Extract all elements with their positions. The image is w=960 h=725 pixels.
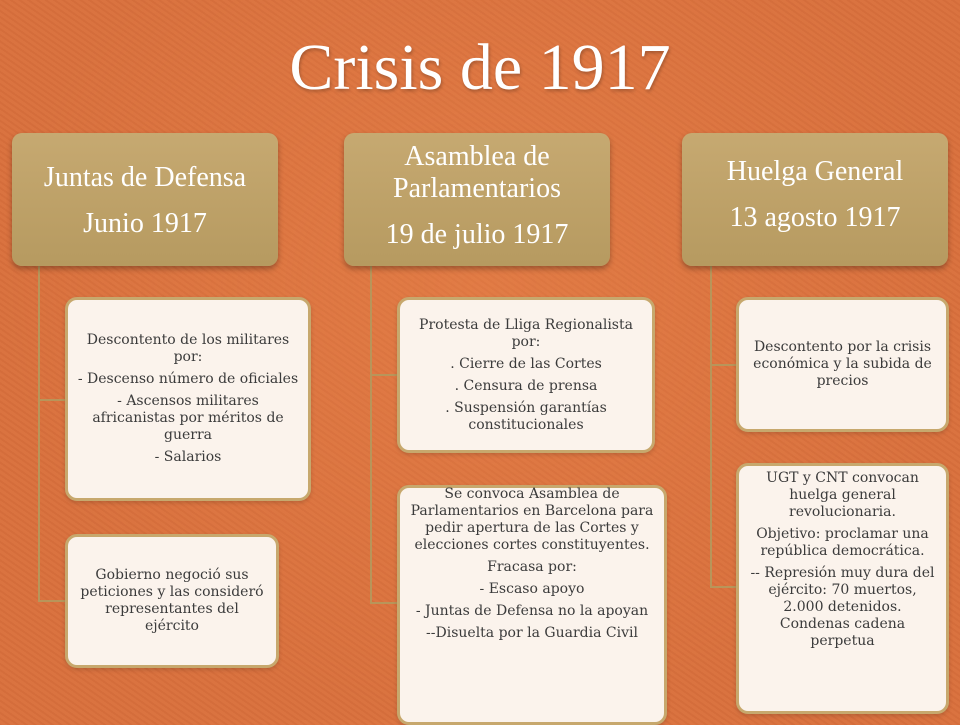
box-protesta-lliga <box>397 297 655 453</box>
header-juntas-de-defensa <box>12 133 278 266</box>
box-text: --Disuelta por la Guardia Civil <box>426 625 638 641</box>
box-text: - Descenso número de oficiales <box>77 371 299 387</box>
box-gobierno-negocio <box>65 534 279 668</box>
box-text: - Escaso apoyo <box>479 581 585 597</box>
box-text: . Censura de prensa <box>454 377 598 394</box>
header-title: Asamblea de <box>404 141 550 172</box>
header-date: 19 de julio 1917 <box>385 219 569 250</box>
box-text: . Suspensión garantías constitucionales <box>445 399 607 433</box>
connector-line <box>38 399 68 401</box>
box-text: Protesta de Lliga Regionalista por: <box>419 316 633 350</box>
box-text: . Cierre de las Cortes <box>450 355 602 372</box>
box-text: - Juntas de Defensa no la apoyan <box>415 603 649 619</box>
box-text: UGT y CNT convocan huelga general revolucionaria. <box>766 470 919 520</box>
box-text: -- Represión muy dura del ejército: 70 muertos, 2.000 detenidos. Condenas cadena perpetua <box>750 565 935 649</box>
header-date: 13 agosto 1917 <box>729 202 901 233</box>
connector-line <box>38 266 40 602</box>
box-text: Objetivo: proclamar una república democrática. <box>756 526 929 559</box>
box-descontento-militares <box>65 297 311 501</box>
header-huelga-general <box>682 133 948 266</box>
box-descontento-crisis <box>736 297 949 432</box>
box-text: Se convoca Asamblea de Parlamentarios en Barcelona para pedir apertura de las Cortes y elecciones cortes constituyentes. <box>410 486 654 553</box>
connector-line <box>370 374 400 376</box>
connector-line <box>710 266 712 588</box>
box-text: Descontento por la crisis económica y la subida de precios <box>753 339 932 389</box>
header-title: Juntas de Defensa <box>43 162 247 193</box>
header-date: Junio 1917 <box>83 208 207 239</box>
box-convoca-asamblea <box>397 485 667 725</box>
box-text: - Ascensos militares africanistas por méritos de guerra <box>92 393 284 443</box>
header-title: Huelga General <box>726 156 904 187</box>
connector-line <box>38 600 68 602</box>
box-text: Descontento de los militares por: <box>86 332 290 365</box>
header-title: Parlamentarios <box>393 173 561 204</box>
header-asamblea-parlamentarios <box>344 133 610 266</box>
box-text: Gobierno negoció sus peticiones y las consideró representantes del ejército <box>80 567 264 634</box>
connector-line <box>370 266 372 604</box>
box-ugt-cnt-huelga <box>736 463 949 714</box>
box-text: Fracasa por: <box>487 559 577 575</box>
connector-line <box>370 602 400 604</box>
slide-title: Crisis de 1917 <box>289 31 671 104</box>
box-text: - Salarios <box>154 449 222 465</box>
